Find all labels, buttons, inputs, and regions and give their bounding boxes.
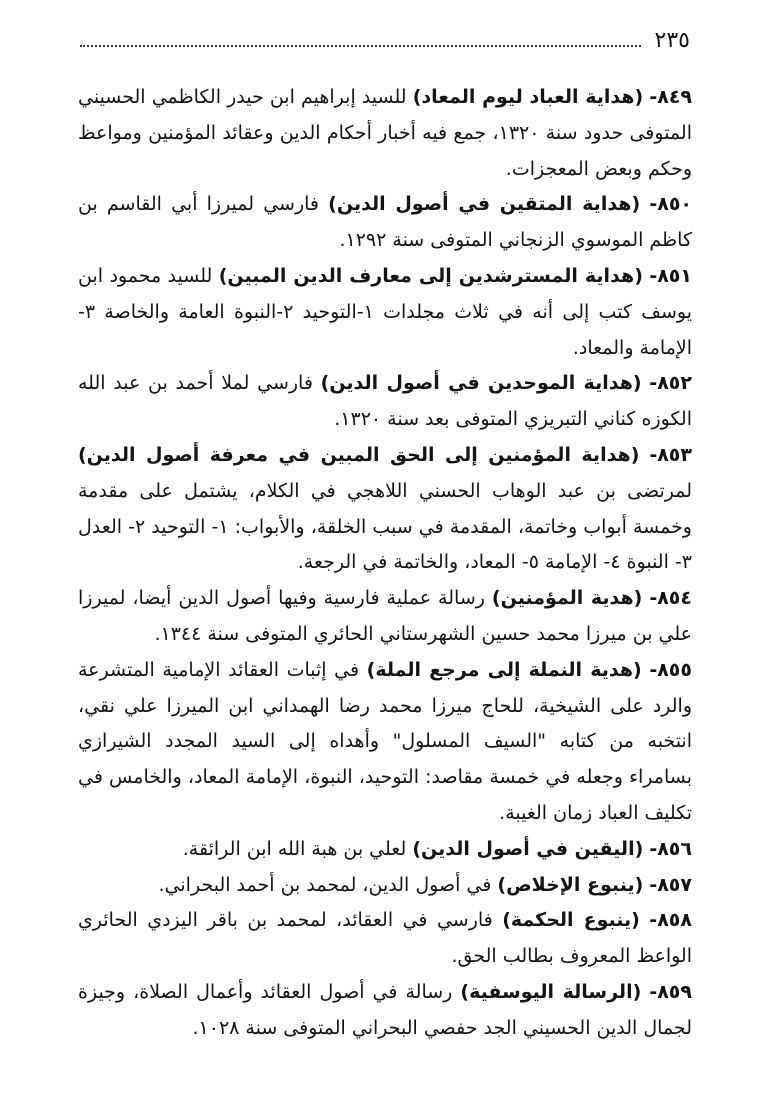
entry-number: ٨٥٠- bbox=[649, 193, 693, 216]
entry-text: في إثبات العقائد الإمامية المتشرعة والرد على الشيخية، للحاج ميرزا محمد رضا الهمداني ابن الميرزا علي نقي، انتخبه من كتابه "السيف المسلول" وأهداه إلى السيد المجدد الشيرازي بسامراء وجعله في خمسة مقاصد: التوحيد، النبوة، الإمامة المعاد، والخامس في تكليف العباد زمان الغيبة. bbox=[78, 658, 692, 824]
entry-number: ٨٥٥- bbox=[649, 658, 692, 681]
entry-text: في أصول الدين، لمحمد بن أحمد البحراني. bbox=[158, 873, 492, 896]
entry-title: (هدية المؤمنين) bbox=[491, 587, 643, 610]
entry-title: (الرسالة اليوسفية) bbox=[460, 980, 642, 1003]
entry-number: ٨٥٤- bbox=[649, 587, 692, 610]
entry-text: لعلي بن هبة الله ابن الرائقة. bbox=[182, 837, 407, 860]
entry-title: (هداية الموحدين في أصول الدين) bbox=[320, 372, 642, 395]
entry-849 bbox=[78, 80, 692, 187]
entry-title: (هداية المسترشدين إلى معارف الدين المبين) bbox=[218, 264, 643, 287]
entry-854 bbox=[78, 581, 692, 653]
entry-857 bbox=[78, 868, 692, 904]
entry-text: رسالة في أصول العقائد وأعمال الصلاة، وجيزة لجمال الدين الحسيني الجد حفصي البحراني المتوفى سنة ١٠٢٨. bbox=[78, 980, 692, 1039]
entry-title: (هداية العباد ليوم المعاد) bbox=[412, 86, 644, 108]
page-body bbox=[78, 80, 692, 1047]
entry-title: (هدية النملة إلى مرجع الملة) bbox=[366, 658, 642, 681]
entry-text: لمرتضى بن عبد الوهاب الحسني اللاهجي في الكلام، يشتمل على مقدمة وخمسة أبواب وخاتمة، المقدمة في سبب الخلقة، والأبواب: ١- التوحيد ٢- العدل ٣- النبوة ٤- الإمامة ٥- المعاد، والخاتمة في الرجعة. bbox=[78, 479, 692, 574]
entry-number: ٨٥٨- bbox=[649, 909, 692, 932]
entry-text: للسيد محمود ابن يوسف كتب إلى أنه في ثلاث مجلدات ١-التوحيد ٢-النبوة العامة والخاصة ٣-الإمامة والمعاد. bbox=[78, 264, 692, 359]
entry-title: (هداية المتقين في أصول الدين) bbox=[328, 193, 641, 216]
entry-title: (ينبوع الحكمة) bbox=[502, 909, 640, 932]
entry-number: ٨٥٣- bbox=[649, 443, 692, 466]
entry-text: فارسي في العقائد، لمحمد بن باقر اليزدي الحائري الواعظ المعروف بطالب الحق. bbox=[78, 909, 692, 968]
entry-title: (اليقين في أصول الدين) bbox=[412, 837, 644, 860]
entry-text: رسالة عملية فارسية وفيها أصول الدين أيضا، لميرزا علي بن ميرزا محمد حسين الشهرستاني الحائري المتوفى سنة ١٣٤٤. bbox=[78, 587, 692, 645]
entry-number: ٨٥٢- bbox=[649, 372, 692, 395]
entry-text: فارسي لميرزا أبي القاسم بن كاظم الموسوي الزنجاني المتوفى سنة ١٢٩٢. bbox=[78, 193, 692, 252]
entry-859 bbox=[78, 975, 692, 1047]
entry-text: فارسي لملا أحمد بن عبد الله الكوزه كناني التبريزي المتوفى بعد سنة ١٣٢٠. bbox=[78, 372, 692, 431]
entry-856 bbox=[78, 832, 692, 868]
entry-850 bbox=[78, 187, 692, 259]
header-dotted-rule bbox=[80, 45, 641, 47]
entry-number: ٨٥٩- bbox=[649, 980, 692, 1003]
entry-855 bbox=[78, 653, 692, 832]
entry-text: للسيد إبراهيم ابن حيدر الكاظمي الحسيني المتوفى حدود سنة ١٣٢٠، جمع فيه أخبار أحكام الدين وعقائد المؤمنين ومواعظ وحكم وبعض المعجزات. bbox=[78, 86, 692, 180]
entry-title: (ينبوع الإخلاص) bbox=[497, 873, 644, 896]
entry-853 bbox=[78, 438, 692, 581]
page-number: ٢٣٥ bbox=[654, 28, 690, 53]
entry-851 bbox=[78, 259, 692, 366]
entry-title: (هداية المؤمنين إلى الحق المبين في معرفة أصول الدين) bbox=[78, 443, 640, 466]
entry-852 bbox=[78, 366, 692, 438]
page-header bbox=[80, 26, 690, 56]
entry-858 bbox=[78, 903, 692, 975]
entry-number: ٨٥١- bbox=[649, 264, 692, 287]
entry-number: ٨٥٦- bbox=[649, 837, 692, 860]
entry-number: ٨٤٩- bbox=[649, 86, 693, 108]
entry-number: ٨٥٧- bbox=[649, 873, 692, 896]
